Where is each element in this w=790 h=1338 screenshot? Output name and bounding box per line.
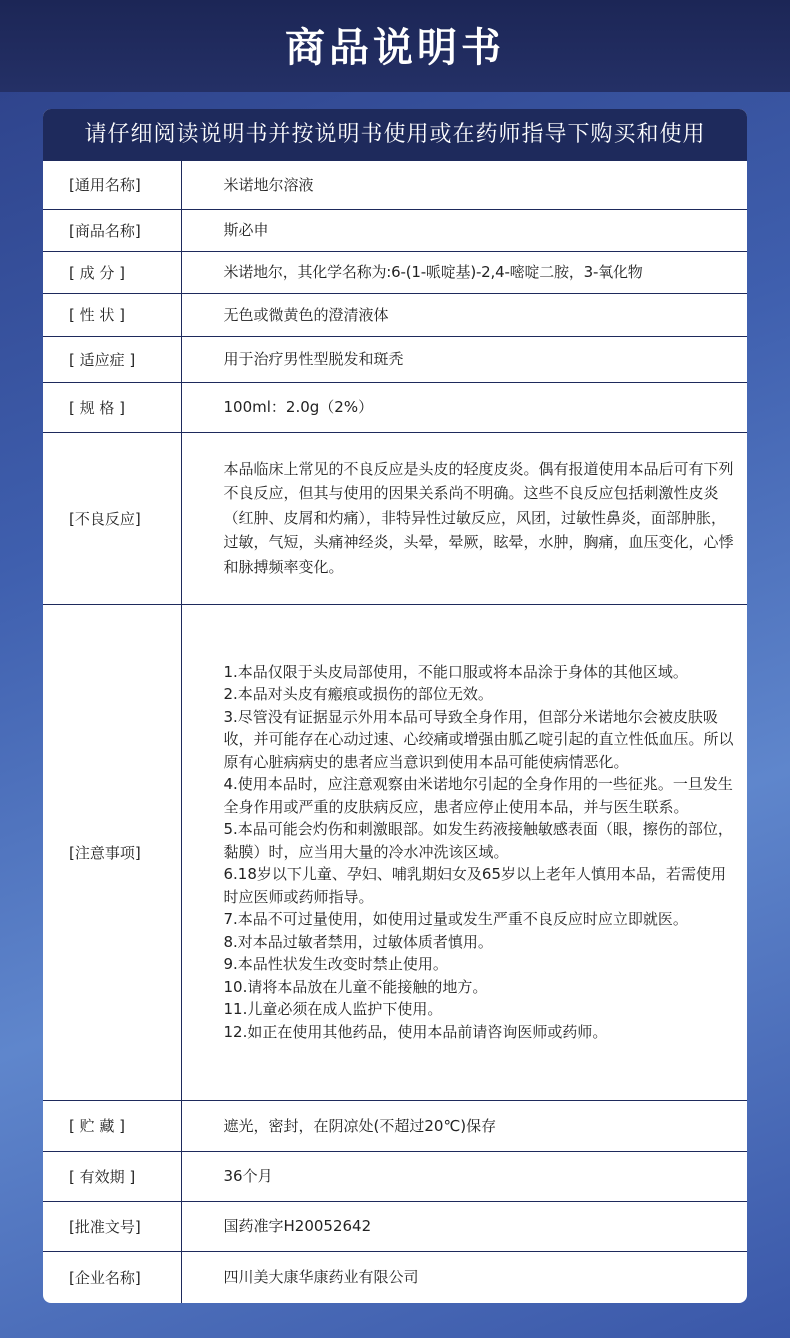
row-label: [ 成 分 ] <box>43 251 181 293</box>
row-value: 米诺地尔溶液 <box>181 161 747 209</box>
table-row <box>43 604 747 1100</box>
list-item: 4.使用本品时，应注意观察由米诺地尔引起的全身作用的一些征兆。一旦发生全身作用或严重的皮肤病反应，患者应停止使用本品，并与医生联系。 <box>223 775 733 816</box>
row-value: 国药准字H20052642 <box>181 1201 747 1251</box>
table-row <box>43 382 747 432</box>
list-item: 9.本品性状发生改变时禁止使用。 <box>223 955 448 974</box>
precautions-list <box>224 661 738 1044</box>
row-label: [商品名称] <box>43 209 181 251</box>
list-item: 8.对本品过敏者禁用，过敏体质者慎用。 <box>223 932 493 951</box>
list-item: 12.如正在使用其他药品，使用本品前请咨询医师或药师。 <box>223 1022 608 1041</box>
row-label: [ 适应症 ] <box>43 336 181 382</box>
table-row <box>43 1201 747 1251</box>
page-title: 商品说明书 <box>285 25 505 71</box>
row-label: [ 规 格 ] <box>43 382 181 432</box>
list-item: 2.本品对头皮有瘢痕或损伤的部位无效。 <box>223 685 493 704</box>
usage-banner: 请仔细阅读说明书并按说明书使用或在药师指导下购买和使用 <box>43 109 747 161</box>
row-label: [ 有效期 ] <box>43 1151 181 1201</box>
table-row <box>43 1100 747 1151</box>
list-item: 10.请将本品放在儿童不能接触的地方。 <box>223 977 488 996</box>
row-label: [注意事项] <box>43 604 181 1100</box>
row-value: 用于治疗男性型脱发和斑秃 <box>181 336 747 382</box>
spec-table <box>43 161 747 1303</box>
row-label: [ 贮 藏 ] <box>43 1100 181 1151</box>
table-row <box>43 161 747 209</box>
row-label: [不良反应] <box>43 432 181 604</box>
list-item: 7.本品不可过量使用，如使用过量或发生严重不良反应时应立即就医。 <box>223 910 688 929</box>
instruction-card <box>43 109 747 1303</box>
row-value: 本品临床上常见的不良反应是头皮的轻度皮炎。偶有报道使用本品后可有下列不良反应，但其与使用的因果关系尚不明确。这些不良反应包括刺激性皮炎（红肿、皮屑和灼痛），非特异性过敏反应，风团，过敏性鼻炎，面部肿胀，过敏，气短，头痛神经炎，头晕，晕厥，眩晕，水肿，胸痛，血压变化，心悸和脉搏频率变化。 <box>181 432 747 604</box>
row-value: 100ml：2.0g（2%） <box>181 382 747 432</box>
row-label: [批准文号] <box>43 1201 181 1251</box>
row-label: [ 性 状 ] <box>43 293 181 336</box>
list-item: 3.尽管没有证据显示外用本品可导致全身作用，但部分米诺地尔会被皮肤吸收，并可能存在心动过速、心绞痛或增强由胍乙啶引起的直立性低血压。所以原有心脏病病史的患者应当意识到使用本品可能使病情恶化。 <box>223 707 734 771</box>
table-row <box>43 1251 747 1303</box>
list-item: 1.本品仅限于头皮局部使用，不能口服或将本品涂于身体的其他区域。 <box>223 662 688 681</box>
row-value: 无色或微黄色的澄清液体 <box>181 293 747 336</box>
row-value: 四川美大康华康药业有限公司 <box>223 1268 419 1287</box>
list-item: 5.本品可能会灼伤和刺激眼部。如发生药液接触敏感表面（眼，擦伤的部位，黏膜）时，应当用大量的冷水冲洗该区域。 <box>223 820 733 861</box>
row-label: [通用名称] <box>43 161 181 209</box>
table-row <box>43 209 747 251</box>
list-item: 6.18岁以下儿童、孕妇、哺乳期妇女及65岁以上老年人慎用本品，若需使用时应医师或药师指导。 <box>223 865 726 906</box>
row-value: 遮光，密封，在阴凉处(不超过20℃)保存 <box>181 1100 747 1151</box>
row-value: 斯必申 <box>181 209 747 251</box>
list-item: 11.儿童必须在成人监护下使用。 <box>223 1000 443 1019</box>
table-row <box>43 251 747 293</box>
row-label: [企业名称] <box>43 1251 181 1303</box>
row-value: 36个月 <box>181 1151 747 1201</box>
table-row <box>43 432 747 604</box>
table-row <box>43 336 747 382</box>
row-value: 米诺地尔，其化学名称为:6-(1-哌啶基)-2,4-嘧啶二胺，3-氧化物 <box>181 251 747 293</box>
table-row <box>43 1151 747 1201</box>
table-row <box>43 293 747 336</box>
row-value <box>181 604 747 1100</box>
